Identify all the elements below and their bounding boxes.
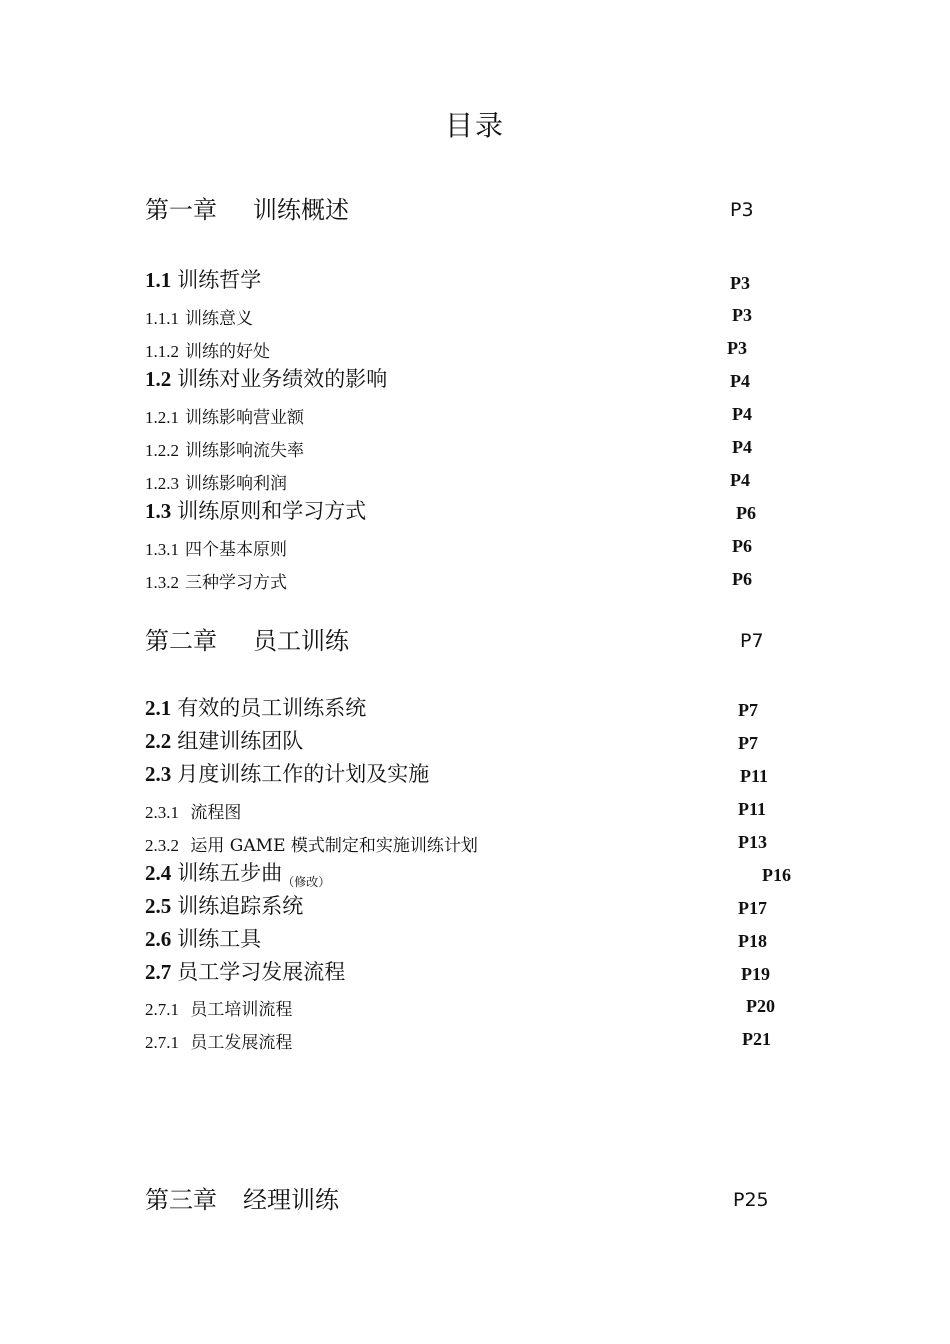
section-title: 训练追踪系统: [177, 894, 304, 918]
subsection-title: 员工发展流程: [185, 1033, 293, 1053]
section-number: 2.7: [145, 960, 172, 984]
toc-chapter-1[interactable]: [0, 190, 950, 230]
section-number: 1.3: [145, 499, 172, 523]
toc-page-number: P20: [746, 996, 775, 1016]
section-number: 2.1: [145, 696, 172, 720]
toc-page-number: P19: [741, 964, 770, 984]
subsection-number: 1.2.1: [145, 408, 179, 427]
toc-subsection-1-3-2[interactable]: [0, 568, 950, 608]
section-title: 员工学习发展流程: [177, 960, 346, 984]
toc-page-number: P4: [730, 470, 750, 490]
toc-section-label: [145, 956, 345, 986]
section-title: 训练工具: [177, 927, 262, 951]
revision-note: （修改）: [282, 875, 331, 889]
toc-page-number: P6: [732, 569, 752, 589]
toc-section-2-3[interactable]: [0, 758, 950, 798]
toc-subsection-label: [145, 436, 304, 461]
toc-page-number: P7: [740, 630, 764, 652]
subsection-number: 2.3.1: [145, 803, 179, 822]
subsection-number: 1.2.3: [145, 474, 179, 493]
subsection-number: 1.1.1: [145, 309, 179, 328]
toc-section-1-1[interactable]: [0, 264, 950, 304]
section-number: 2.5: [145, 894, 172, 918]
subsection-title: 训练影响流失率: [185, 441, 304, 461]
toc-page-number: P25: [733, 1189, 769, 1211]
subsection-number: 2.3.2: [145, 836, 179, 855]
toc-page-number: P13: [738, 832, 767, 852]
toc-page-number: P17: [738, 898, 767, 918]
section-title: 训练原则和学习方式: [177, 499, 367, 523]
toc-subsection-2-7-1b[interactable]: [0, 1028, 950, 1068]
section-title: 组建训练团队: [177, 729, 304, 753]
subsection-title: 运用 GAME 模式制定和实施训练计划: [185, 836, 478, 856]
toc-subsection-label: [145, 995, 292, 1020]
toc-section-label: [145, 857, 330, 890]
toc-subsection-label: [145, 337, 270, 362]
section-number: 1.2: [145, 367, 172, 391]
toc-chapter-label: [145, 621, 349, 656]
toc-chapter-label: [145, 1180, 339, 1215]
toc-page-number: P4: [732, 437, 752, 457]
toc-subsection-label: [145, 403, 304, 428]
toc-subsection-label: [145, 304, 253, 329]
toc-chapter-label: [145, 190, 349, 225]
subsection-title: 三种学习方式: [185, 573, 287, 593]
toc-section-label: [145, 363, 387, 393]
subsection-title: 训练影响营业额: [185, 408, 304, 428]
toc-page-number: P3: [727, 338, 747, 358]
subsection-number: 2.7.1: [145, 1000, 179, 1019]
toc-page-number: P4: [732, 404, 752, 424]
toc-section-label: [145, 890, 303, 920]
toc-page-number: P7: [738, 733, 758, 753]
section-title: 训练五步曲: [177, 861, 283, 885]
toc-section-1-2[interactable]: [0, 363, 950, 403]
toc-subsection-label: [145, 1028, 292, 1053]
subsection-title: 员工培训流程: [185, 1000, 293, 1020]
section-number: 2.6: [145, 927, 172, 951]
subsection-number: 1.2.2: [145, 441, 179, 460]
toc-subsection-label: [145, 831, 478, 856]
toc-page-number: P16: [762, 865, 791, 885]
toc-page-number: P4: [730, 371, 750, 391]
subsection-number: 1.1.2: [145, 342, 179, 361]
toc-page-number: P6: [736, 503, 756, 523]
toc-section-label: [145, 758, 429, 788]
section-number: 2.3: [145, 762, 172, 786]
chapter-title: 训练概述: [253, 196, 349, 224]
section-title: 训练对业务绩效的影响: [177, 367, 388, 391]
toc-section-label: [145, 692, 366, 722]
toc-chapter-2[interactable]: [0, 621, 950, 661]
section-title: 有效的员工训练系统: [177, 696, 367, 720]
toc-page-number: P7: [738, 700, 758, 720]
subsection-title: 训练意义: [185, 309, 253, 329]
chapter-title: 经理训练: [243, 1186, 339, 1214]
toc-subsection-label: [145, 469, 287, 494]
toc-section-label: [145, 725, 303, 755]
chapter-number: 第三章: [145, 1186, 217, 1214]
toc-page-number: P3: [732, 305, 752, 325]
toc-page-number: P3: [730, 199, 754, 221]
toc-page-number: P11: [738, 799, 767, 819]
toc-page-number: P21: [742, 1029, 771, 1049]
subsection-title: 训练影响利润: [185, 474, 287, 494]
toc-section-2-7[interactable]: [0, 956, 950, 996]
toc-chapter-3[interactable]: [0, 1180, 950, 1220]
subsection-number: 2.7.1: [145, 1033, 179, 1052]
chapter-title: 员工训练: [253, 627, 349, 655]
toc-page-number: P11: [740, 766, 769, 786]
subsection-title: 流程图: [185, 803, 242, 823]
section-number: 2.2: [145, 729, 172, 753]
toc-section-label: [145, 495, 366, 525]
toc-title: 目录: [444, 109, 505, 142]
toc-subsection-label: [145, 798, 241, 823]
toc-page-number: P18: [738, 931, 767, 951]
subsection-title: 四个基本原则: [185, 540, 287, 560]
section-title: 月度训练工作的计划及实施: [177, 762, 430, 786]
chapter-number: 第一章: [145, 196, 217, 224]
toc-subsection-label: [145, 568, 287, 593]
section-title: 训练哲学: [177, 268, 262, 292]
toc-section-label: [145, 264, 261, 294]
subsection-title: 训练的好处: [185, 342, 270, 362]
toc-page-number: P3: [730, 273, 750, 293]
subsection-number: 1.3.1: [145, 540, 179, 559]
toc-subsection-label: [145, 535, 287, 560]
toc-section-label: [145, 923, 261, 953]
chapter-number: 第二章: [145, 627, 217, 655]
toc-page-number: P6: [732, 536, 752, 556]
section-number: 2.4: [145, 861, 172, 885]
subsection-number: 1.3.2: [145, 573, 179, 592]
section-number: 1.1: [145, 268, 172, 292]
toc-section-1-3[interactable]: [0, 495, 950, 535]
